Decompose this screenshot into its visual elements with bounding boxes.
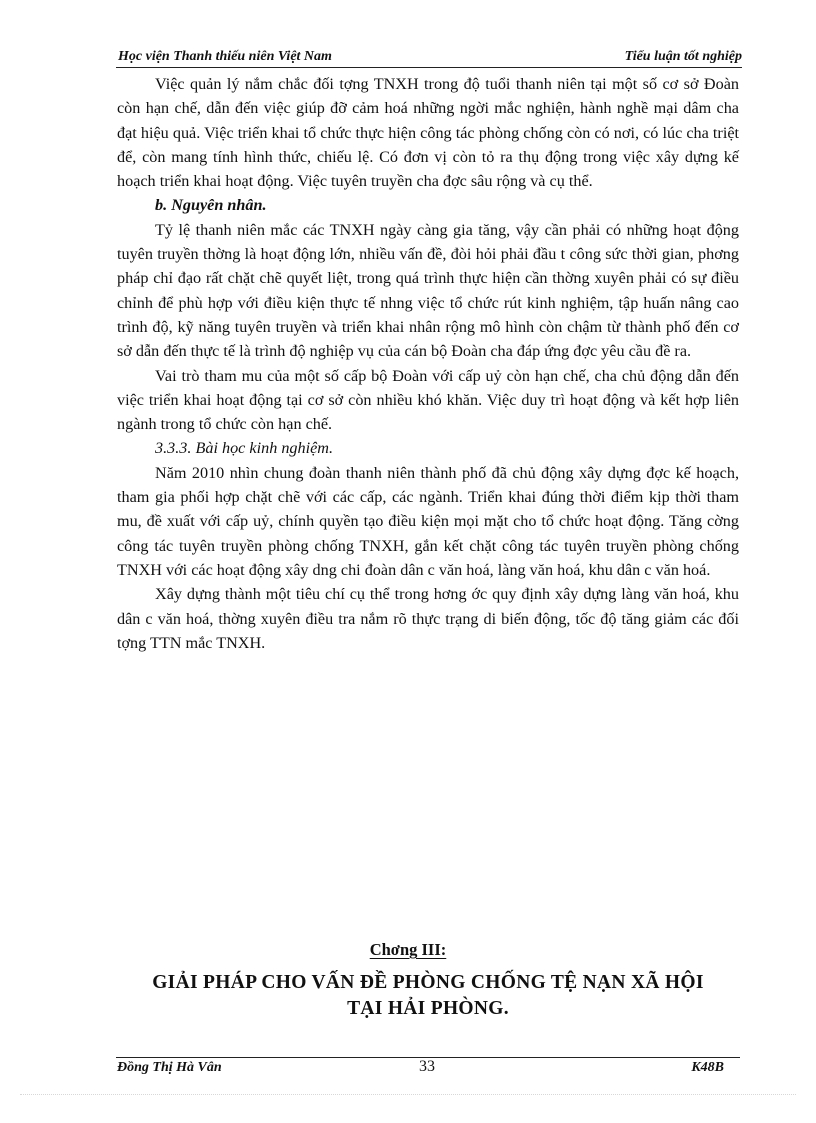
subheading-lessons: 3.3.3. Bài học kinh nghiệm. (155, 439, 334, 458)
footer-class: K48B (691, 1060, 724, 1075)
paragraph-causes: Tỷ lệ thanh niên mắc các TNXH ngày càng gia tăng, vậy cần phải có những hoạt động tuyên truyền thờng là hoạt động lớn, nhiều vấn đề, đòi hỏi phải đầu t công sức thời gian, phơng pháp chỉ đạo rất chặt chẽ quyết liệt, trong quá trình thực hiện cần thờng xuyên phải có sự điều chỉnh để phù hợp với điều kiện thực tế nhng việc tổ chức rút kinh nghiệm, tập huấn nâng cao trình độ, kỹ năng tuyên truyền và triển khai nhân rộng mô hình còn chậm từ thành phố đến cơ sở dẫn đến thực tế là trình độ nghiệp vụ của cán bộ Đoàn cha đáp ứng đợc yêu cầu đề ra. (117, 220, 739, 361)
page-number: 33 (419, 1058, 435, 1075)
paragraph-year-2010: Năm 2010 nhìn chung đoàn thanh niên thành phố đã chủ động xây dựng đợc kế hoạch, tham gia phối hợp chặt chẽ với các cấp, các ngành. Triển khai đúng thời điểm kịp thời tham mu, đề xuất với cấp uỷ, chính quyền tạo điều kiện mọi mặt cho tổ chức hoạt động. Tăng cờng công tác tuyên truyền phòng chống TNXH, gắn kết chặt công tác tuyên truyền phòng chống TNXH với các hoạt động xây dng chi đoàn dân c văn hoá, làng văn hoá, khu dân c văn hoá. (117, 463, 739, 579)
header-institution: Học viện Thanh thiếu niên Việt Nam (118, 49, 332, 64)
paragraph-advisory-role: Vai trò tham mu của một số cấp bộ Đoàn với cấp uỷ còn hạn chế, cha chủ động dẫn đến việc triển khai hoạt động tại cơ sở còn nhiều khó khăn. Việc duy trì hoạt động và kết hợp liên ngành trong tổ chức còn hạn chế. (117, 366, 739, 434)
chapter-label-text: Chơng III: (369, 940, 447, 959)
chapter-title-line-2: TẠI HẢI PHÒNG. (347, 998, 509, 1019)
chapter-label (0, 940, 816, 960)
footer-author: Đồng Thị Hà Vân (117, 1060, 222, 1075)
body-text (117, 72, 739, 655)
subheading-causes: b. Nguyên nhân. (155, 196, 267, 215)
paragraph-management: Việc quản lý nắm chắc đối tợng TNXH trong độ tuổi thanh niên tại một số cơ sở Đoàn còn hạn chế, dẫn đến việc giúp đỡ cảm hoá những ngời mắc nghiện, hành nghề mại dâm cha đạt hiệu quả. Việc triển khai tổ chức thực hiện công tác phòng chống còn có nơi, có lúc cha triệt để, còn mang tính hình thức, chiếu lệ. Có đơn vị còn tỏ ra thụ động trong việc xây dựng kế hoạch triển khai hoạt động. Việc tuyên truyền cha đợc sâu rộng và cụ thể. (117, 75, 739, 191)
chapter-title (100, 970, 756, 1022)
paragraph-criteria: Xây dựng thành một tiêu chí cụ thể trong hơng ớc quy định xây dựng làng văn hoá, khu dân c văn hoá, thờng xuyên điều tra nắm rõ thực trạng di biến động, tốc độ tăng giảm các đối tợng TTN mắc TNXH. (117, 585, 739, 652)
header-document-type: Tiểu luận tốt nghiệp (624, 49, 742, 64)
page-header (116, 45, 742, 68)
chapter-title-line-1: GIẢI PHÁP CHO VẤN ĐỀ PHÒNG CHỐNG TỆ NẠN XÃ HỘI (152, 972, 704, 993)
page-bottom-divider (20, 1094, 796, 1095)
